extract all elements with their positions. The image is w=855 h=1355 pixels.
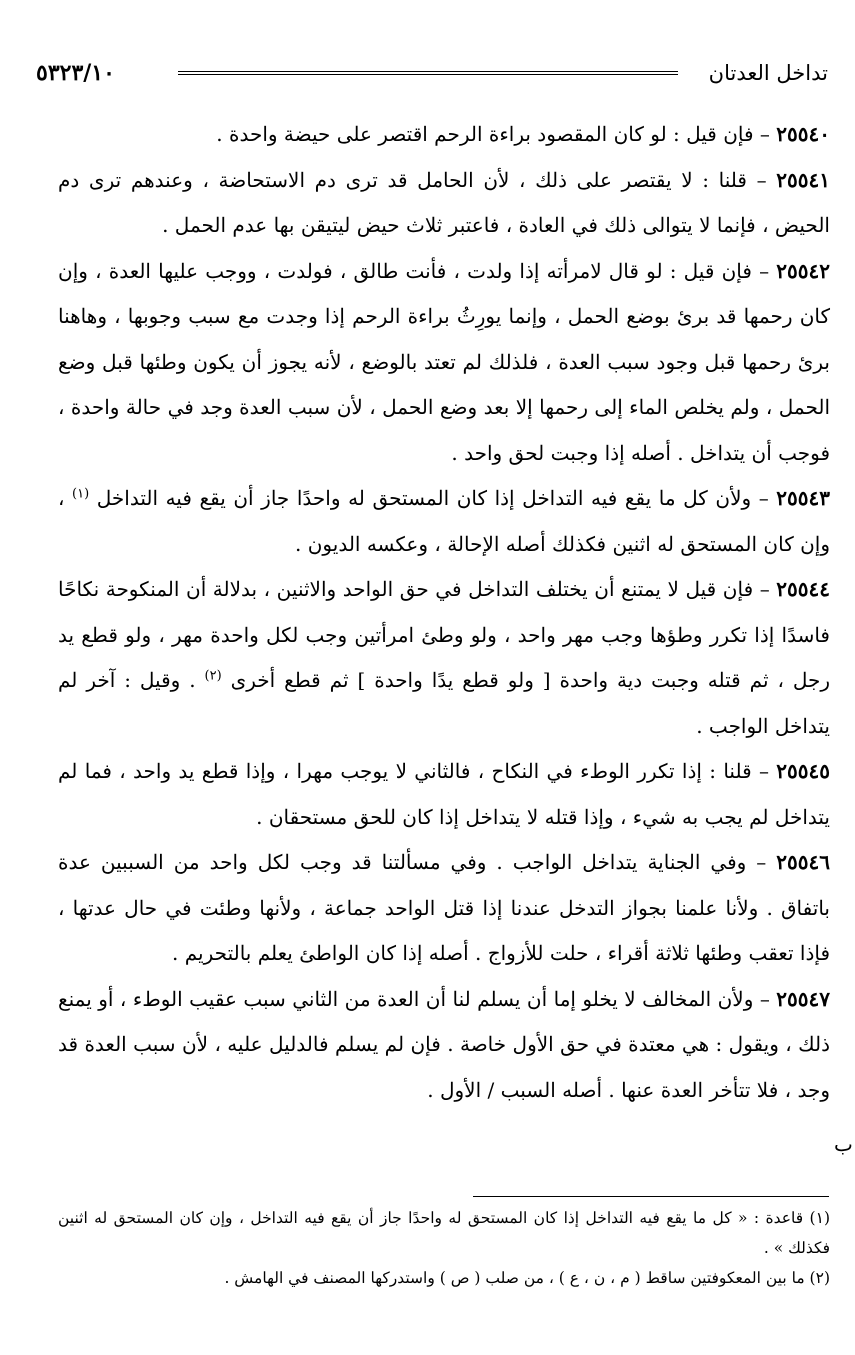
footnote-rule: [473, 1196, 829, 1197]
paragraph-text: – وفي الجناية يتداخل الواجب . وفي مسألتنا قد وجب لكل واحد من السببين عدة باتفاق . ولأنا علمنا بجواز التدخل عندنا إذا قتل الواحد جماعة ، ولأنها وطئت في حال عدتها ، فإذا تعقب وطئها ثلاثة أقراء ، حلت للأزواج . أصله إذا كان الواطئ يعلم بالتحريم .: [58, 850, 830, 965]
paragraph-number: ٢٥٥٤٥: [776, 759, 831, 783]
paragraph-25544: [58, 567, 830, 749]
paragraph-25543: [58, 476, 830, 567]
page-number: ٥٣٢٣/١٠: [36, 60, 115, 86]
paragraph-number: ٢٥٥٤٤: [776, 577, 831, 601]
paragraph-25545: [58, 749, 830, 840]
header-rule: [178, 71, 678, 75]
paragraph-text: – قلنا : إذا تكرر الوطء في النكاح ، فالثاني لا يوجب مهرا ، وإذا قطع يد واحد ، فما لم يتداخل لم يجب به شيء ، وإذا قتله لا يتداخل إذا كان للحق مستحقان .: [58, 759, 830, 829]
paragraph-25542: [58, 249, 830, 477]
page-header: [36, 58, 828, 88]
footnote-ref-2[interactable]: (٢): [204, 668, 222, 684]
footnotes: [58, 1203, 830, 1293]
paragraph-text: – فإن قيل : لو كان المقصود براءة الرحم اقتصر على حيضة واحدة .: [216, 122, 770, 146]
footnote-2: (٢) ما بين المعكوفتين ساقط ( م ، ن ، ع ) ، من صلب ( ص ) واستدركها المصنف في الهامش .: [224, 1269, 830, 1287]
paragraph-text: – فإن قيل : لو قال لامرأته إذا ولدت ، فأنت طالق ، فولدت ، ووجب عليها العدة ، وإن كان رحمها قد برئ بوضع الحمل ، وإنما يورِثُ براءة الرحم إذا وجدت مع سبب وجوبها ، وهاهنا برئ رحمها قبل وجود سبب العدة ، فلذلك لم تعتد بالوضع ، لأنه يجوز أن يكون وطئها قبل وضع الحمل ، ولم يخلص الماء إلى رحمها إلا بعد وضع الحمل ، لأن سبب العدة وجد في حالة واحدة ، فوجب أن يتداخل . أصله إذا وجبت لحق واحد .: [58, 258, 831, 465]
paragraph-25547: [58, 977, 830, 1114]
footnote-ref-1[interactable]: (١): [72, 486, 90, 502]
paragraph-number: ٢٥٥٤٦: [776, 850, 831, 874]
paragraph-number: ٢٥٥٤٧: [776, 986, 830, 1011]
running-title: تداخل العدتان: [708, 61, 828, 85]
main-text: [58, 112, 830, 1113]
margin-folio-mark: ب: [834, 1132, 853, 1156]
paragraph-text: – ولأن كل ما يقع فيه التداخل إذا كان المستحق له واحدًا جاز أن يقع فيه التداخل: [96, 486, 769, 510]
paragraph-number: ٢٥٥٤١: [776, 167, 830, 192]
paragraph-number: ٢٥٥٤٢: [776, 258, 831, 283]
paragraph-text: – فإن قيل لا يمتنع أن يختلف التداخل في حق الواحد والاثنين ، بدلالة أن المنكوحة نكاحًا فاسدًا إذا تكرر وطؤها وجب مهر واحد ، ولو وطئ امرأتين وجب لكل واحدة مهر ، ولو قطع يد رجل ، ثم قتله وجبت دية واحدة [ ولو قطع يدًا واحدة ] ثم قطع أخرى: [58, 577, 830, 692]
paragraph-text: – قلنا : لا يقتصر على ذلك ، لأن الحامل قد ترى دم الاستحاضة ، وعندهم ترى دم الحيض ، فإنما لا يتوالى ذلك في العادة ، فاعتبر ثلاث حيض ليتيقن بها عدم الحمل .: [58, 167, 830, 237]
paragraph-number: ٢٥٥٤٣: [776, 486, 831, 510]
footnote-1: (١) قاعدة : « كل ما يقع فيه التداخل إذا كان المستحق له واحدًا جاز أن يقع فيه التداخل ، وإن كان المستحق له اثنين فكذلك » .: [58, 1209, 830, 1257]
paragraph-25546: [58, 840, 830, 977]
paragraph-25541: [58, 158, 830, 249]
paragraph-text: – ولأن المخالف لا يخلو إما أن يسلم لنا أن العدة من الثاني سبب عقيب الوطء ، أو يمنع ذلك ، ويقول : هي معتدة في حق الأول خاصة . فإن لم يسلم فالدليل عليه ، لأن سبب العدة قد وجد ، فلا تتأخر العدة عنها . أصله السبب / الأول .: [58, 986, 830, 1102]
paragraph-text-continued: ، وإن كان المستحق له اثنين فكذلك أصله الإحالة ، وعكسه الديون .: [58, 486, 830, 556]
paragraph-25540: [58, 112, 830, 158]
paragraph-number: ٢٥٥٤٠: [776, 122, 830, 146]
paragraph-text-continued: . وقيل : آخر لم يتداخل الواجب .: [58, 668, 830, 738]
